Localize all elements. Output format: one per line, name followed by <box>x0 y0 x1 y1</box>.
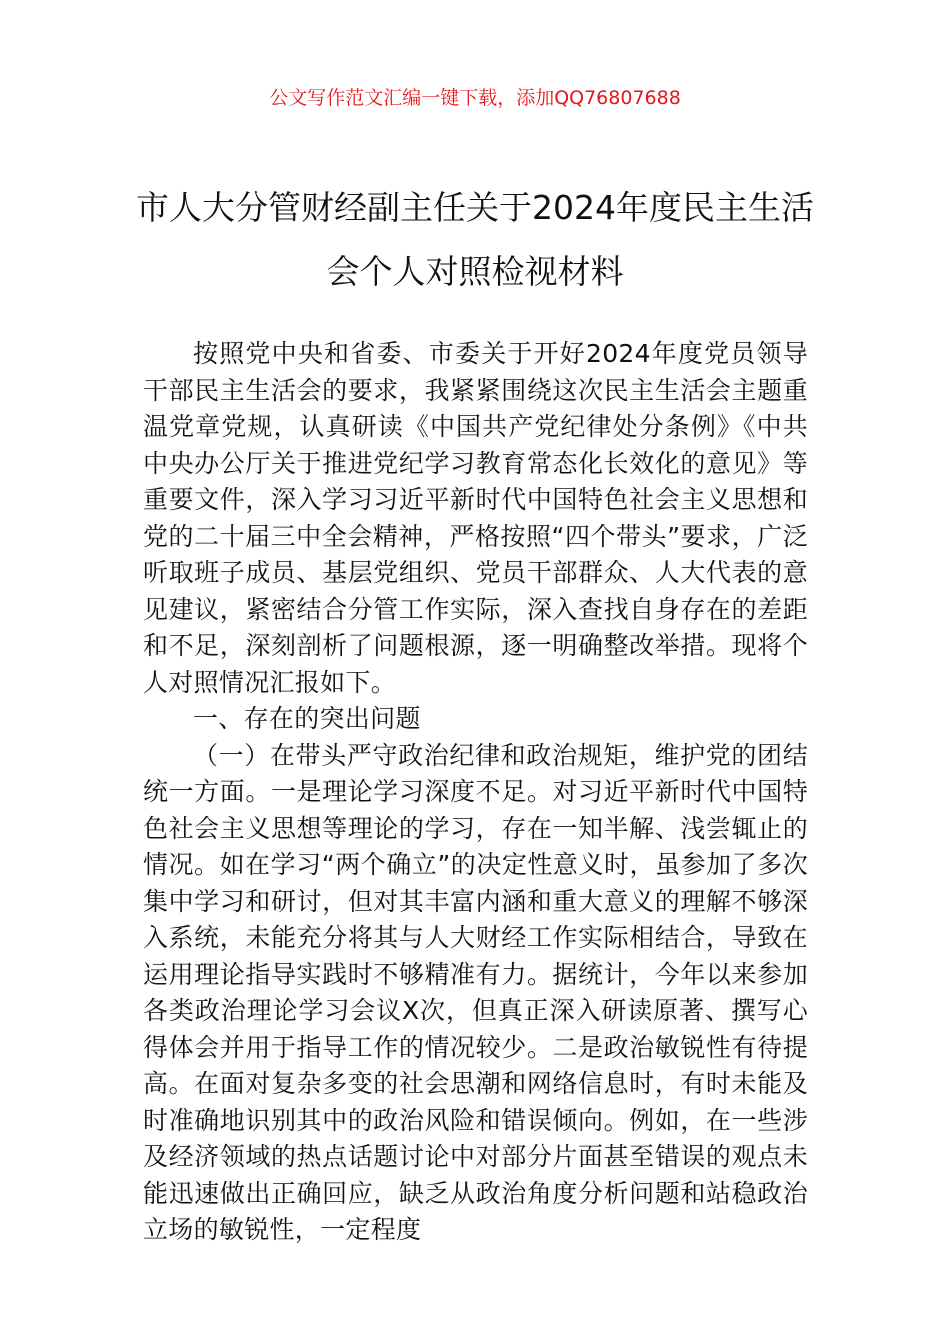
document-body <box>143 336 808 1249</box>
body-paragraph: （一）在带头严守政治纪律和政治规矩，维护党的团结统一方面。一是理论学习深度不足。对习近平新时代中国特色社会主义思想等理论的学习，存在一知半解、浅尝辄止的情况。如在学习“两个确立”的决定性意义时，虽参加了多次集中学习和研讨，但对其丰富内涵和重大意义的理解不够深入系统，未能充分将其与人大财经工作实际相结合，导致在运用理论指导实践时不够精准有力。据统计，今年以来参加各类政治理论学习会议X次，但真正深入研读原著、撰写心得体会并用于指导工作的情况较少。二是政治敏锐性有待提高。在面对复杂多变的社会思潮和网络信息时，有时未能及时准确地识别其中的政治风险和错误倾向。例如，在一些涉及经济领域的热点话题讨论中对部分片面甚至错误的观点未能迅速做出正确回应，缺乏从政治角度分析问题和站稳政治立场的敏锐性，一定程度 <box>143 740 808 1244</box>
intro-paragraph: 按照党中央和省委、市委关于开好2024年度党员领导干部民主生活会的要求，我紧紧围绕这次民主生活会主题重温党章党规，认真研读《中国共产党纪律处分条例》《中共中央办公厅关于推进党纪学习教育常态化长效化的意见》等重要文件，深入学习习近平新时代中国特色社会主义思想和党的二十届三中全会精神，严格按照“四个带头”要求，广泛听取班子成员、基层党组织、党员干部群众、人大代表的意见建议，紧密结合分管工作实际，深入查找自身存在的差距和不足，深刻剖析了问题根源，逐一明确整改举措。现将个人对照情况汇报如下。 <box>143 339 808 697</box>
document-title: 市人大分管财经副主任关于2024年度民主生活会个人对照检视材料 <box>136 188 814 291</box>
section-heading: 一、存在的突出问题 <box>193 704 421 733</box>
download-notice: 公文写作范文汇编一键下载，添加QQ76807688 <box>269 87 681 109</box>
